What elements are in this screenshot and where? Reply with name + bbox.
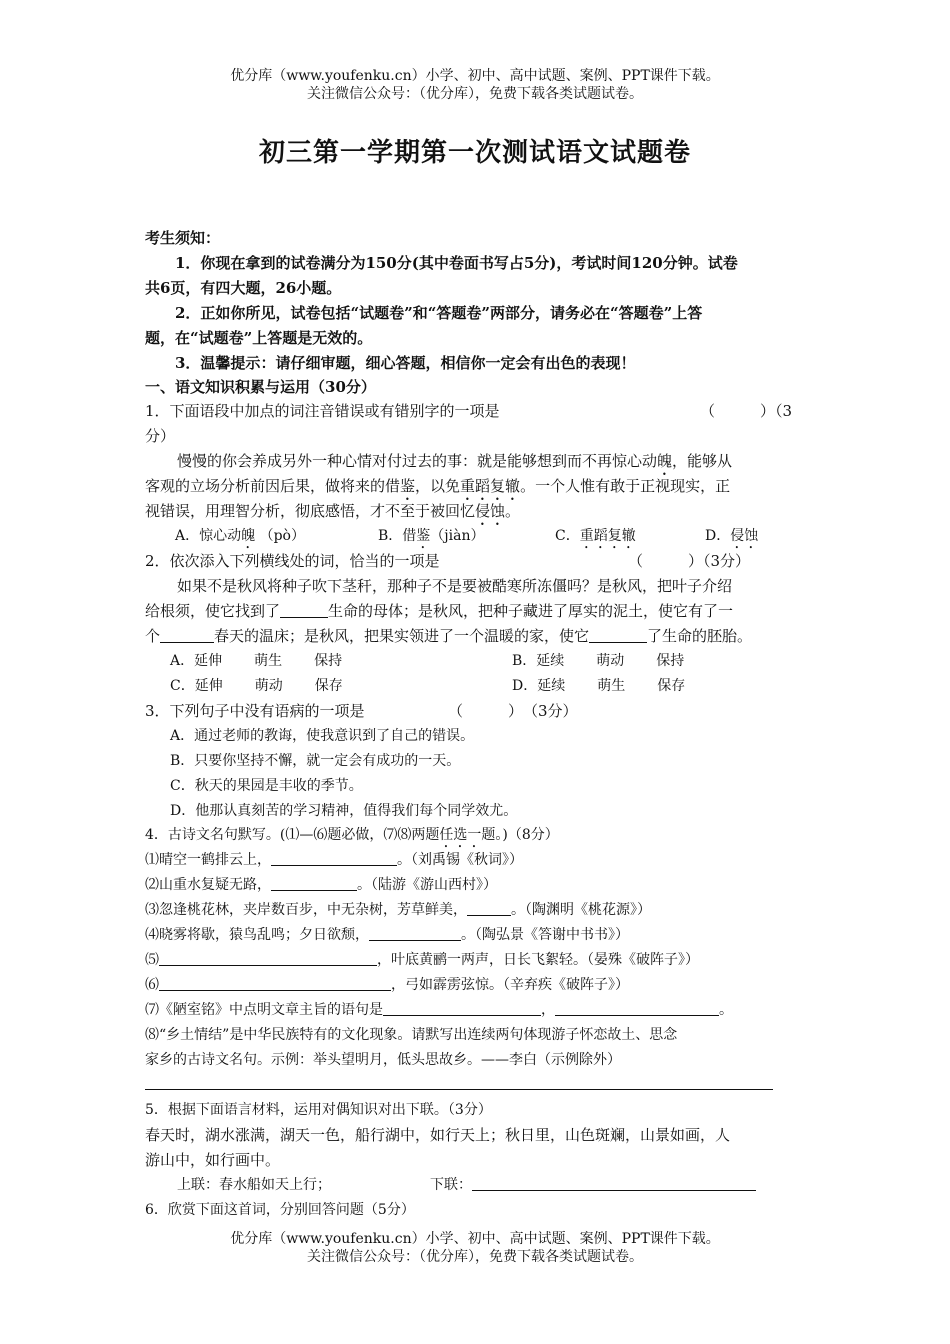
q4-item-8a: ⑻“乡土情结”是中华民族特有的文化现象。请默写出连续两句体现游子怀恋故土、思念 [145, 1027, 678, 1043]
header-line-1: 优分库（www.youfenku.cn）小学、初中、高中试题、案例、PPT课件下载。 [230, 68, 720, 84]
q4-stem: 4．古诗文名句默写。(⑴—⑹题必做，⑺⑻两题任选一题。)（8分） [145, 827, 559, 843]
q1-answer-paren: （ ）（3 [700, 402, 793, 420]
q1-passage-line-2: 客观的立场分析前因后果，做将来的借鉴，以免重蹈复辙。一个人惟有敢于正视现实，正 [145, 477, 731, 495]
q1-passage-line-1: 慢慢的你会养成另外一种心情对付过去的事：就是能够想到而不再惊心动魄，能够从 [177, 452, 733, 470]
q4-answer-line [145, 1089, 773, 1090]
q3-option-a: A．通过老师的教诲，使我意识到了自己的错误。 [170, 728, 475, 744]
notice-item-1b: 共6页，有四大题，26小题。 [145, 279, 342, 297]
q4-item-8b: 家乡的古诗文名句。示例：举头望明月，低头思故乡。——李白（示例除外） [145, 1052, 621, 1068]
q4-blank-2 [271, 875, 357, 891]
section-1-heading: 一、语文知识积累与运用（30分） [145, 378, 376, 396]
q2-answer-paren: （ ）（3分） [628, 552, 751, 570]
q1-option-c: C．重蹈复辙 [555, 528, 636, 544]
q5-answer-blank [472, 1175, 756, 1191]
q2-passage-line-2: 给根须，使它找到了 生命的母体；是秋风，把种子藏进了厚实的泥土，使它有了一 [145, 602, 734, 620]
q2-blank-1 [280, 602, 328, 618]
q2-option-a: A．延伸 萌生 保持 [170, 653, 343, 669]
q1-option-b: B．借鉴（jiàn） [378, 528, 485, 544]
q5-lower-couplet: 下联： [430, 1175, 770, 1195]
q4-blank-6 [159, 975, 391, 991]
q4-item-6: ⑹ ，弓如霹雳弦惊。（辛弃疾《破阵子》） [145, 977, 629, 993]
q5-material-line-2: 游山中，如行画中。 [145, 1151, 281, 1169]
q2-passage-line-3: 个 春天的温床；是秋风，把果实领进了一个温暖的家，使它 了生命的胚胎。 [145, 627, 753, 645]
q4-item-1: ⑴晴空一鹤排云上， 。（刘禹锡《秋词》） [145, 852, 523, 868]
notice-heading: 考生须知： [145, 229, 221, 247]
notice-item-2a: 2．正如你所见，试卷包括“试题卷”和“答题卷”两部分，请务必在“答题卷”上答 [175, 304, 703, 322]
q4-blank-3 [467, 900, 511, 916]
q1-stem: 1．下面语段中加点的词注音错误或有错别字的一项是 [145, 402, 500, 420]
q4-blank-4 [369, 925, 461, 941]
q4-blank-7a [383, 1000, 541, 1016]
q4-item-4: ⑷晓雾将歇，猿鸟乱鸣；夕日欲颓， 。（陶弘景《答谢中书书》） [145, 927, 629, 943]
q1-score-tail: 分） [145, 427, 176, 445]
q2-blank-2 [160, 627, 214, 643]
q5-upper-couplet: 上联：春水船如天上行； [177, 1177, 331, 1193]
q3-option-b: B．只要你坚持不懈，就一定会有成功的一天。 [170, 753, 461, 769]
q2-option-b: B．延续 萌动 保持 [512, 653, 685, 669]
q3-answer-paren: （ ） （3分） [448, 702, 578, 720]
q2-option-d: D．延续 萌生 保存 [512, 678, 686, 694]
q3-stem: 3．下列句子中没有语病的一项是 [145, 702, 365, 720]
footer-line-2: 关注微信公众号：（优分库），免费下载各类试题试卷。 [307, 1249, 643, 1265]
q4-item-3: ⑶忽逢桃花林，夹岸数百步，中无杂树，芳草鲜美， 。（陶渊明《桃花源》） [145, 902, 651, 918]
q6-stem: 6．欣赏下面这首词，分别回答问题（5分） [145, 1202, 415, 1218]
q1-option-d: D．侵蚀 [705, 528, 759, 544]
q1-passage-line-3: 视错误，用理智分析，彻底感悟，才不至于被回忆侵蚀。 [145, 502, 521, 520]
notice-item-3: 3．温馨提示：请仔细审题，细心答题，相信你一定会有出色的表现！ [175, 354, 636, 372]
q4-blank-1 [271, 850, 397, 866]
q1-option-a: A．惊心动魄 （pò） [175, 528, 305, 544]
q2-option-c: C．延伸 萌动 保存 [170, 678, 343, 694]
q4-item-2: ⑵山重水复疑无路， 。（陆游《游山西村》） [145, 877, 497, 893]
q2-blank-3 [589, 627, 647, 643]
notice-item-2b: 题，在“试题卷”上答题是无效的。 [145, 329, 373, 347]
q4-item-5: ⑸ ，叶底黄鹂一两声，日长飞絮轻。（晏殊《破阵子》） [145, 952, 699, 968]
header-line-2: 关注微信公众号：（优分库），免费下载各类试题试卷。 [307, 86, 643, 102]
q4-blank-7b [555, 1000, 719, 1016]
q5-material-line-1: 春天时，湖水涨满，湖天一色，船行湖中，如行天上；秋日里，山色斑斓，山景如画，人 [145, 1126, 731, 1144]
footer-line-1: 优分库（www.youfenku.cn）小学、初中、高中试题、案例、PPT课件下载。 [230, 1231, 720, 1247]
q4-item-7: ⑺《陋室铭》中点明文章主旨的语句是 ， 。 [145, 1002, 733, 1018]
q2-passage-line-1: 如果不是秋风将种子吹下茎秆，那种子不是要被酷寒所冻僵吗？是秋风，把叶子介绍 [177, 577, 733, 595]
q4-blank-5 [159, 950, 377, 966]
q5-stem: 5．根据下面语言材料，运用对偶知识对出下联。（3分） [145, 1102, 492, 1118]
q2-stem: 2．依次添入下列横线处的词，恰当的一项是 [145, 552, 440, 570]
notice-item-1a: 1．你现在拿到的试卷满分为150分(其中卷面书写占5分)，考试时间120分钟。试卷 [175, 254, 738, 272]
q3-option-d: D．他那认真刻苦的学习精神，值得我们每个同学效尤。 [170, 803, 518, 819]
page-title: 初三第一学期第一次测试语文试题卷 [258, 138, 691, 168]
q3-option-c: C．秋天的果园是丰收的季节。 [170, 778, 363, 794]
